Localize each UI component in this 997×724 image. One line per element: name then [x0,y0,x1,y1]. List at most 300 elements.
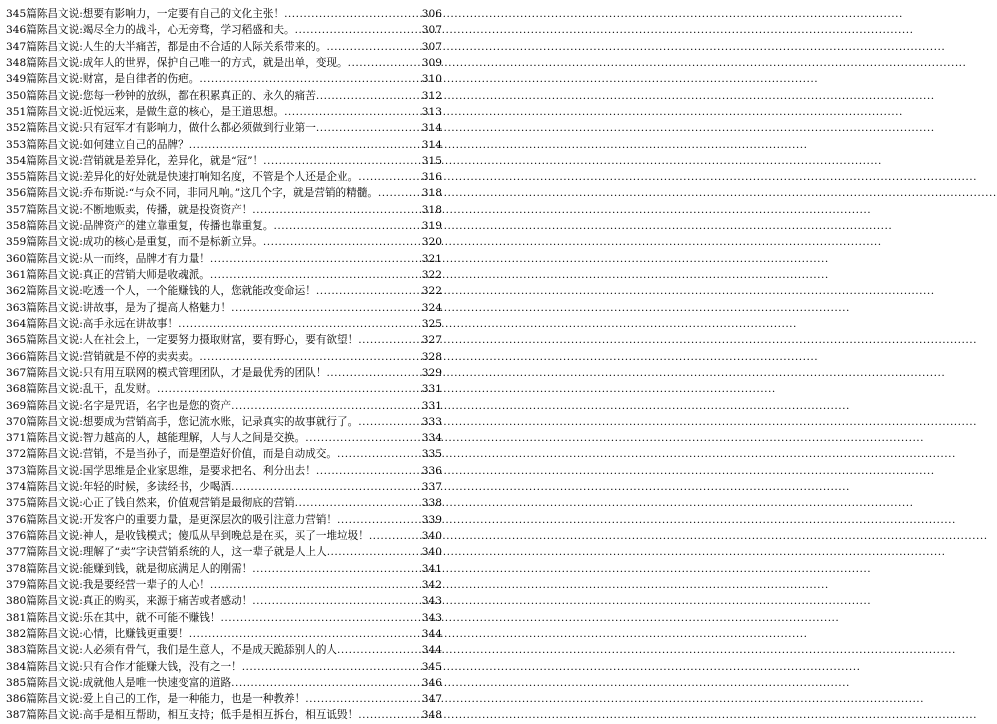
toc-entry-title: 乔布斯说:“与众不同，非同凡响。”这几个字，就是营销的精髓。 [82,187,378,200]
toc-entry-leader-dots [189,626,420,642]
toc-entry-title: 年轻的时候，多读经书，少喝酒 [82,481,232,494]
toc-entry-author: 陈昌文说: [36,546,83,559]
toc-entry-number: 384 [6,660,27,673]
toc-entry-unit: 篇 [26,220,37,233]
toc-entry[interactable] [6,267,442,283]
toc-entry-author: 陈昌文说: [36,334,83,347]
toc-entry-number: 383 [6,644,27,657]
toc-entry-leader-dots [210,251,420,267]
toc-entry-leader-dots [242,659,420,675]
toc-entry-title: 爱上自己的工作，是一种能力，也是一种教养！ [82,693,306,706]
toc-entry-author: 陈昌文说: [36,497,83,510]
toc-entry-unit: 篇 [26,138,37,151]
toc-entry-author: 陈昌文说: [36,73,83,86]
toc-entry-number: 387 [6,709,27,722]
toc-entry[interactable] [6,691,442,707]
toc-entry-number: 360 [6,252,27,265]
toc-entry-page-number: 318 [421,187,442,200]
toc-entry[interactable] [6,610,442,626]
toc-entry-unit: 篇 [26,676,37,689]
toc-entry-number: 375 [6,497,27,510]
toc-entry-number: 349 [6,73,27,86]
toc-entry-leader-dots [263,153,420,169]
toc-entry-leader-dots [210,577,420,593]
toc-entry-author: 陈昌文说: [36,644,83,657]
toc-entry-title: 营销就是不停的卖卖卖。 [82,350,200,363]
toc-entry-author: 陈昌文说: [36,203,83,216]
toc-entry-number: 372 [6,448,27,461]
toc-entry-page-number: 342 [421,578,442,591]
toc-entry-title: 神人，是收钱模式；傻瓜从早到晚总是在买，买了一堆垃圾！ [82,530,369,542]
toc-entry-number: 378 [6,562,27,575]
toc-entry-leader-dots [326,365,420,381]
toc-entry-page-number: 327 [421,334,442,347]
toc-entry-number: 373 [6,464,27,477]
toc-entry-author: 陈昌文说: [36,448,83,461]
toc-entry-author: 陈昌文说: [36,383,83,396]
toc-entry-author: 陈昌文说: [36,350,83,363]
toc-entry-title: 吃透一个人，一个能赚钱的人，您就能改变命运！ [82,285,316,298]
toc-entry-number: 367 [6,366,27,379]
toc-entry-number: 347 [6,40,27,53]
toc-entry[interactable] [6,577,442,593]
toc-entry[interactable] [6,55,442,71]
toc-entry-author: 陈昌文说: [36,464,83,477]
toc-entry-unit: 篇 [26,171,37,184]
toc-entry[interactable] [6,218,442,234]
toc-entry[interactable] [6,185,442,201]
toc-entry-number: 346 [6,24,27,37]
toc-entry[interactable] [6,300,442,316]
toc-entry-leader-dots [284,6,420,22]
toc-entry-unit: 篇 [26,611,37,624]
toc-entry-page-number: 331 [421,399,442,412]
toc-entry-title: 乐在其中，就不可能不赚钱！ [82,611,221,624]
toc-entry-number: 369 [6,399,27,412]
toc-entry-title: 人必须有骨气，我们是生意人，不是成天跪舔别人的人 [82,644,338,657]
toc-entry-number: 350 [6,89,27,102]
toc-entry-leader-dots [316,88,420,104]
toc-entry-leader-dots [189,137,420,153]
toc-entry-leader-dots [231,398,420,414]
toc-entry-author: 陈昌文说: [36,530,83,542]
toc-entry-author: 陈昌文说: [36,301,83,314]
toc-entry-page-number: 335 [421,448,442,461]
toc-entry-number: 382 [6,627,27,640]
toc-entry-unit: 篇 [26,122,37,135]
toc-entry-leader-dots [337,642,420,658]
toc-entry-page-number: 336 [421,464,442,477]
toc-entry-unit: 篇 [26,399,37,412]
toc-entry[interactable] [6,430,442,446]
toc-entry-title: 理解了“卖”字诀营销系统的人，这一辈子就是人上人 [82,546,327,559]
toc-entry-leader-dots [358,169,420,185]
toc-entry-leader-dots [348,55,420,71]
toc-entry-author: 陈昌文说: [36,24,83,37]
toc-entry-author: 陈昌文说: [36,8,83,20]
toc-entry-author: 陈昌文说: [36,187,83,200]
toc-entry[interactable] [6,39,442,55]
toc-entry-page-number: 329 [421,366,442,379]
toc-entry-number: 385 [6,676,27,689]
toc-entry-unit: 篇 [26,334,37,347]
toc-entry-title: 从一而终，品牌才有力量！ [82,252,210,265]
toc-entry-number: 376 [6,530,27,542]
toc-entry-leader-dots [284,104,420,120]
toc-entry-unit: 篇 [26,497,37,510]
toc-entry-title: 心正了钱自然来，价值观营销是最彻底的营销 [82,497,295,510]
toc-entry-unit: 篇 [26,693,37,706]
toc-entry-author: 陈昌文说: [36,317,83,330]
toc-entry-number: 374 [6,481,27,494]
table-of-contents [6,6,442,724]
toc-entry-page-number: 322 [421,285,442,298]
toc-entry-number: 359 [6,236,27,249]
toc-entry-author: 陈昌文说: [36,595,83,608]
toc-entry[interactable] [6,528,442,544]
toc-entry-unit: 篇 [26,24,37,37]
toc-entry[interactable] [6,71,442,87]
toc-entry-author: 陈昌文说: [36,481,83,494]
toc-entry-unit: 篇 [26,546,37,559]
toc-entry-leader-dots [221,610,421,626]
toc-entry-page-number: 325 [421,317,442,330]
toc-entry-unit: 篇 [26,448,37,461]
toc-entry-page-number: 338 [421,497,442,510]
toc-entry-title: 想要成为营销高手，您记流水账，记录真实的故事就行了。 [82,415,359,428]
toc-entry-title: 不断地贩卖，传播，就是投资资产！ [82,203,253,216]
toc-entry-unit: 篇 [26,154,37,167]
toc-entry-unit: 篇 [26,578,37,591]
toc-entry-title: 乱干，乱发财。 [82,383,157,396]
toc-entry-author: 陈昌文说: [36,105,83,118]
toc-entry-page-number: 324 [421,301,442,314]
toc-entry[interactable] [6,332,442,348]
toc-entry-unit: 篇 [26,464,37,477]
toc-entry[interactable] [6,512,442,528]
toc-entry-unit: 篇 [26,56,37,69]
toc-entry[interactable] [6,414,442,430]
toc-entry-unit: 篇 [26,530,37,542]
toc-entry-title: 只有冠军才有影响力，做什么都必须做到行业第一 [82,122,316,135]
toc-entry-leader-dots [252,202,420,218]
toc-entry-number: 356 [6,187,27,200]
toc-entry-title: 如何建立自己的品牌？ [82,138,189,151]
toc-entry[interactable] [6,88,442,104]
toc-entry-page-number: 344 [421,644,442,657]
toc-entry-author: 陈昌文说: [36,122,83,135]
toc-entry-number: 379 [6,578,27,591]
toc-entry-unit: 篇 [26,105,37,118]
toc-entry[interactable] [6,463,442,479]
toc-entry-page-number: 328 [421,350,442,363]
toc-entry-author: 陈昌文说: [36,578,83,591]
toc-entry[interactable] [6,659,442,675]
toc-entry-page-number: 344 [421,627,442,640]
toc-entry[interactable] [6,707,442,723]
toc-entry-page-number: 315 [421,154,442,167]
toc-entry-page-number: 339 [421,513,442,526]
toc-entry-title: 品牌资产的建立靠重复，传播也靠重复。 [82,220,274,233]
toc-entry-title: 我是要经营一辈子的人心！ [82,578,210,591]
toc-entry-number: 345 [6,8,27,20]
toc-entry-page-number: 340 [421,530,442,542]
toc-entry-number: 351 [6,105,27,118]
toc-entry-author: 陈昌文说: [36,154,83,167]
toc-entry-unit: 篇 [26,73,37,86]
toc-entry-unit: 篇 [26,8,37,20]
toc-entry-page-number: 322 [421,269,442,281]
toc-entry[interactable] [6,120,442,136]
toc-entry-title: 营销，不是当孙子，而是塑造好价值，而是自动成交。 [82,448,338,461]
toc-entry-author: 陈昌文说: [36,220,83,233]
toc-entry-title: 能赚到钱，就是彻底满足人的刚需！ [82,562,253,575]
toc-entry-unit: 篇 [26,415,37,428]
toc-entry[interactable] [6,6,442,22]
toc-entry-author: 陈昌文说: [36,611,83,624]
toc-entry-unit: 篇 [26,595,37,608]
toc-entry-author: 陈昌文说: [36,366,83,379]
toc-entry-page-number: 331 [421,383,442,396]
toc-entry-title: 差异化的好处就是快速打响知名度，不管是个人还是企业。 [82,171,359,184]
toc-entry-page-number: 348 [421,709,442,722]
toc-entry-author: 陈昌文说: [36,171,83,184]
toc-entry-leader-dots [316,120,420,136]
toc-entry[interactable] [6,642,442,658]
toc-entry-page-number: 318 [421,203,442,216]
toc-entry-leader-dots [316,283,420,299]
toc-entry[interactable] [6,365,442,381]
toc-entry-page-number: 321 [421,252,442,265]
toc-entry-number: 368 [6,383,27,396]
toc-entry[interactable] [6,495,442,511]
toc-entry-leader-dots [273,218,420,234]
toc-entry[interactable] [6,349,442,365]
toc-entry-author: 陈昌文说: [36,138,83,151]
toc-entry-author: 陈昌文说: [36,269,83,281]
toc-entry-number: 357 [6,203,27,216]
toc-entry-unit: 篇 [26,301,37,314]
toc-entry-author: 陈昌文说: [36,693,83,706]
toc-entry-page-number: 316 [421,171,442,184]
toc-entry-author: 陈昌文说: [36,432,83,445]
toc-entry-unit: 篇 [26,236,37,249]
toc-entry-unit: 篇 [26,252,37,265]
toc-entry-number: 363 [6,301,27,314]
toc-entry-number: 380 [6,595,27,608]
toc-entry-page-number: 347 [421,693,442,706]
toc-entry-number: 370 [6,415,27,428]
toc-entry-leader-dots [305,430,420,446]
toc-entry-unit: 篇 [26,40,37,53]
toc-entry-unit: 篇 [26,317,37,330]
toc-entry-number: 365 [6,334,27,347]
toc-entry-number: 358 [6,220,27,233]
toc-entry-title: 人在社会上，一定要努力摄取财富，要有野心，要有欲望！ [82,334,359,347]
toc-entry-page-number: 343 [421,595,442,608]
toc-entry[interactable] [6,202,442,218]
toc-entry-title: 高手永远在讲故事！ [82,317,179,330]
toc-entry-unit: 篇 [26,269,37,281]
toc-entry-leader-dots [199,349,420,365]
toc-entry-title: 成功的核心是重复，而不是标新立异。 [82,236,263,249]
toc-entry-unit: 篇 [26,285,37,298]
toc-entry-unit: 篇 [26,203,37,216]
toc-entry-unit: 篇 [26,627,37,640]
toc-entry-author: 陈昌文说: [36,415,83,428]
toc-entry-author: 陈昌文说: [36,660,83,673]
toc-entry-author: 陈昌文说: [36,676,83,689]
toc-entry-leader-dots [358,707,420,723]
toc-entry-page-number: 345 [421,660,442,673]
toc-entry[interactable] [6,137,442,153]
toc-entry-leader-dots [231,479,420,495]
toc-entry-unit: 篇 [26,187,37,200]
toc-entry-title: 只有用互联网的模式管理团队，才是最优秀的团队！ [82,366,327,379]
toc-entry-leader-dots [295,22,420,38]
toc-entry[interactable] [6,234,442,250]
toc-entry-author: 陈昌文说: [36,56,83,69]
toc-entry-page-number: 320 [421,236,442,249]
toc-entry-author: 陈昌文说: [36,513,83,526]
toc-entry-page-number: 314 [421,138,442,151]
toc-entry-leader-dots [210,267,420,283]
toc-entry-author: 陈昌文说: [36,399,83,412]
toc-entry-page-number: 341 [421,562,442,575]
toc-entry[interactable] [6,626,442,642]
toc-entry-page-number: 337 [421,481,442,494]
toc-entry-unit: 篇 [26,383,37,396]
toc-entry-number: 376 [6,513,27,526]
toc-entry-leader-dots [326,39,420,55]
toc-entry-title: 近悦远来，是做生意的核心，是王道思想。 [82,105,285,118]
toc-entry-title: 成就他人是唯一快速变富的道路 [82,676,232,689]
toc-entry-leader-dots [199,71,420,87]
toc-entry-title: 真正的营销大师是收魂派。 [82,269,210,281]
toc-entry-leader-dots [327,544,420,560]
toc-entry-number: 361 [6,269,27,281]
toc-entry-title: 国学思维是企业家思维，是要求把名、利分出去！ [82,464,316,477]
toc-entry-unit: 篇 [26,644,37,657]
toc-entry-page-number: 307 [421,40,442,53]
toc-entry-number: 362 [6,285,27,298]
toc-entry-page-number: 340 [421,546,442,559]
toc-entry-unit: 篇 [26,89,37,102]
toc-entry-page-number: 306 [421,8,442,20]
toc-entry-title: 财富，是自律者的伤疤。 [82,73,200,86]
toc-entry-page-number: 309 [421,56,442,69]
toc-entry-leader-dots [252,561,420,577]
toc-entry-number: 371 [6,432,27,445]
toc-entry-author: 陈昌文说: [36,252,83,265]
toc-entry-number: 364 [6,317,27,330]
toc-entry-page-number: 319 [421,220,442,233]
toc-entry-leader-dots [157,381,420,397]
toc-entry-title: 智力越高的人，越能理解，人与人之间是交换。 [82,432,306,445]
toc-entry-title: 想要有影响力，一定要有自己的文化主张！ [82,8,285,20]
toc-entry-number: 355 [6,171,27,184]
toc-entry[interactable] [6,316,442,332]
toc-entry-page-number: 333 [421,415,442,428]
toc-entry-number: 354 [6,154,27,167]
toc-entry-author: 陈昌文说: [36,89,83,102]
toc-entry-number: 381 [6,611,27,624]
toc-entry-number: 348 [6,56,27,69]
toc-entry[interactable] [6,22,442,38]
toc-entry[interactable] [6,398,442,414]
toc-entry-leader-dots [263,234,420,250]
toc-entry-title: 只有合作才能赚大钱，没有之一！ [82,660,242,673]
toc-entry-leader-dots [358,332,420,348]
toc-entry-title: 开发客户的重要力量，是更深层次的吸引注意力营销！ [82,513,338,526]
toc-entry[interactable] [6,104,442,120]
toc-entry-leader-dots [358,414,420,430]
toc-entry-unit: 篇 [26,660,37,673]
toc-entry[interactable] [6,169,442,185]
toc-entry-title: 心情，比赚钱更重要！ [82,627,189,640]
toc-entry-unit: 篇 [26,513,37,526]
toc-entry[interactable] [6,593,442,609]
toc-entry[interactable] [6,251,442,267]
toc-entry-author: 陈昌文说: [36,236,83,249]
toc-entry-unit: 篇 [26,432,37,445]
toc-entry-title: 高手是相互帮助，相互支持；低手是相互拆台，相互诋毁！ [82,709,359,722]
toc-entry[interactable] [6,381,442,397]
toc-entry-unit: 篇 [26,709,37,722]
toc-entry-title: 成年人的世界，保护自己唯一的方式，就是出单，变现。 [82,56,348,69]
toc-entry-number: 353 [6,138,27,151]
toc-entry-author: 陈昌文说: [36,562,83,575]
toc-entry-unit: 篇 [26,350,37,363]
toc-entry-leader-dots [378,185,420,201]
toc-entry-leader-dots [231,675,420,691]
toc-entry-leader-dots [231,300,420,316]
toc-entry[interactable] [6,675,442,691]
toc-entry-leader-dots [178,316,420,332]
toc-entry-leader-dots [295,495,420,511]
toc-entry-number: 377 [6,546,27,559]
toc-entry-author: 陈昌文说: [36,285,83,298]
toc-entry[interactable] [6,544,442,560]
toc-entry[interactable] [6,479,442,495]
toc-entry-page-number: 310 [421,73,442,86]
toc-entry-page-number: 313 [421,105,442,118]
toc-entry-leader-dots [316,463,420,479]
toc-entry[interactable] [6,283,442,299]
toc-entry-page-number: 312 [421,89,442,102]
toc-entry[interactable] [6,153,442,169]
toc-entry-leader-dots [252,593,420,609]
toc-entry-unit: 篇 [26,562,37,575]
toc-entry-page-number: 314 [421,122,442,135]
toc-entry-leader-dots [337,512,420,528]
toc-entry-title: 名字是咒语，名字也是您的资产 [82,399,232,412]
toc-entry-number: 352 [6,122,27,135]
toc-entry-title: 营销就是差异化，差异化，就是“冠”！ [82,154,264,167]
toc-entry-author: 陈昌文说: [36,627,83,640]
toc-entry[interactable] [6,446,442,462]
toc-entry-title: 竭尽全力的战斗，心无旁骛，学习稻盛和夫。 [82,24,295,37]
toc-entry-number: 386 [6,693,27,706]
toc-entry-leader-dots [305,691,420,707]
toc-entry-leader-dots [337,446,420,462]
toc-entry-page-number: 334 [421,432,442,445]
toc-entry-page-number: 343 [421,611,442,624]
toc-entry-title: 真正的购买，来源于痛苦或者感动！ [82,595,253,608]
toc-entry-unit: 篇 [26,366,37,379]
toc-entry-title: 讲故事，是为了提高人格魅力！ [82,301,232,314]
toc-entry[interactable] [6,561,442,577]
